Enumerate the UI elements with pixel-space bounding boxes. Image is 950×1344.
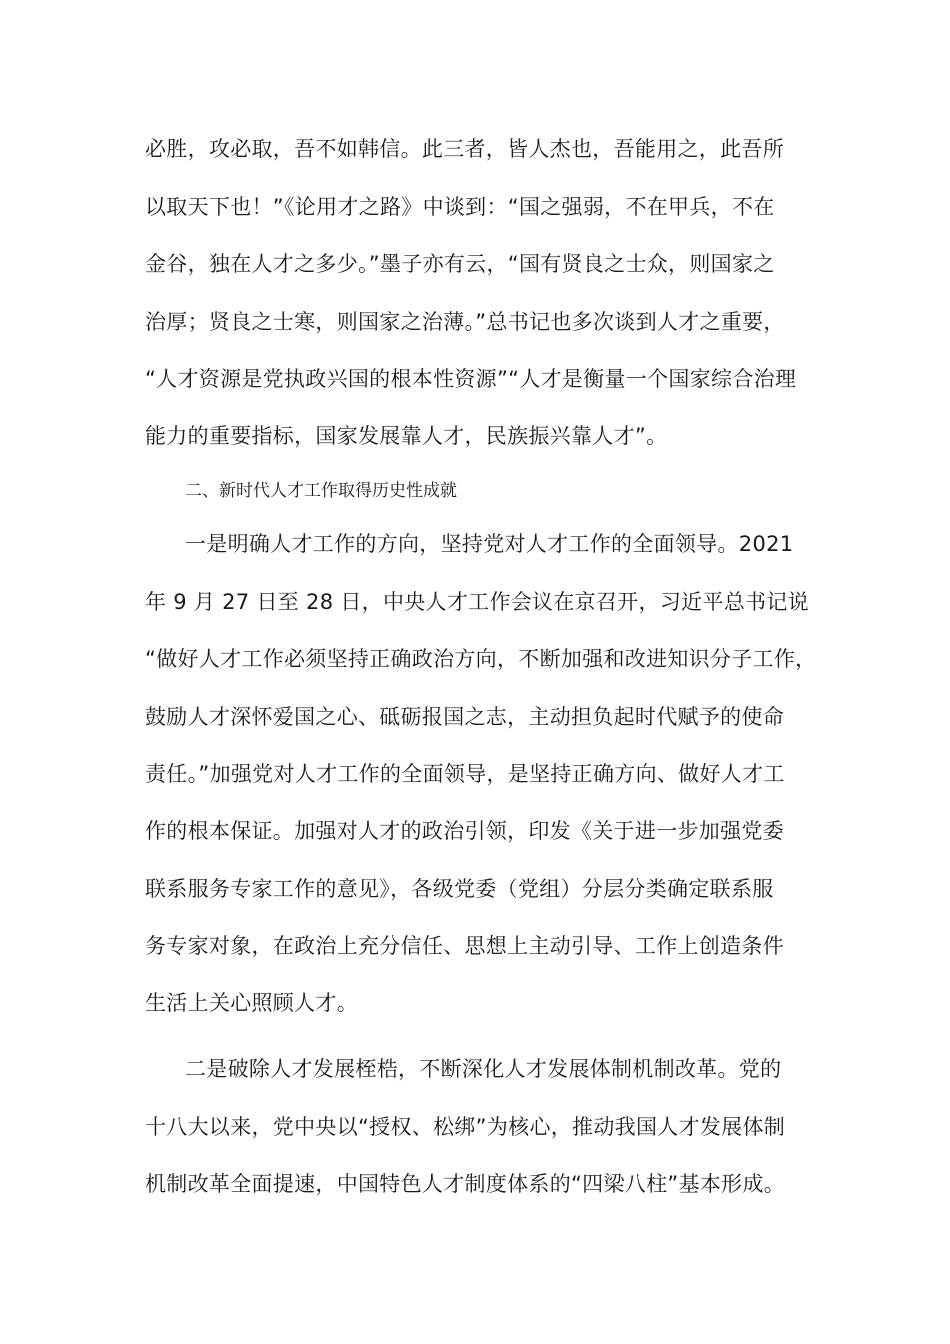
paragraph-line: 机制改革全面提速，中国特色人才制度体系的“四梁八柱”基本形成。 — [145, 1172, 786, 1196]
paragraph-line: 十八大以来，党中央以“授权、松绑”为核心，推动我国人才发展体制 — [145, 1115, 786, 1139]
paragraph-line: 作的根本保证。加强对人才的政治引领，印发《关于进一步加强党委 — [145, 819, 784, 843]
paragraph-line: 责任。”加强党对人才工作的全面领导，是坚持正确方向、做好人才工 — [145, 762, 785, 786]
paragraph-line: 治厚；贤良之士寒，则国家之治薄。”总书记也多次谈到人才之重要， — [145, 310, 785, 334]
paragraph-line: 二是破除人才发展桎梏，不断深化人才发展体制机制改革。党的 — [185, 1057, 782, 1081]
paragraph-line: 一是明确人才工作的方向，坚持党对人才工作的全面领导。2021 — [185, 532, 794, 556]
paragraph-line: 联系服务专家工作的意见》，各级党委（党组）分层分类确定联系服 — [145, 877, 774, 901]
paragraph-line: 必胜，攻必取，吾不如韩信。此三者，皆人杰也，吾能用之，此吾所 — [145, 137, 784, 161]
paragraph-line: 务专家对象，在政治上充分信任、思想上主动引导、工作上创造条件 — [145, 934, 784, 958]
paragraph-line: 以取天下也！”《论用才之路》中谈到：“国之强弱，不在甲兵，不在 — [145, 195, 775, 219]
paragraph-line: 能力的重要指标，国家发展靠人才，民族振兴靠人才”。 — [145, 424, 668, 448]
paragraph-line: 鼓励人才深怀爱国之心、砥砺报国之志，主动担负起时代赋予的使命 — [145, 705, 784, 729]
paragraph-line: 金谷，独在人才之多少。”墨子亦有云，“国有贤良之士众，则国家之 — [145, 252, 775, 276]
paragraph-line: “人才资源是党执政兴国的根本性资源”“人才是衡量一个国家综合治理 — [145, 367, 797, 391]
paragraph-line: “做好人才工作必须坚持正确政治方向，不断加强和改进知识分子工作， — [145, 647, 817, 671]
paragraph-line: 年 9 月 27 日至 28 日，中央人才工作会议在京召开，习近平总书记说 — [145, 590, 809, 614]
paragraph-line: 生活上关心照顾人才。 — [145, 991, 358, 1015]
section-heading: 二、新时代人才工作取得历史性成就 — [185, 481, 457, 501]
